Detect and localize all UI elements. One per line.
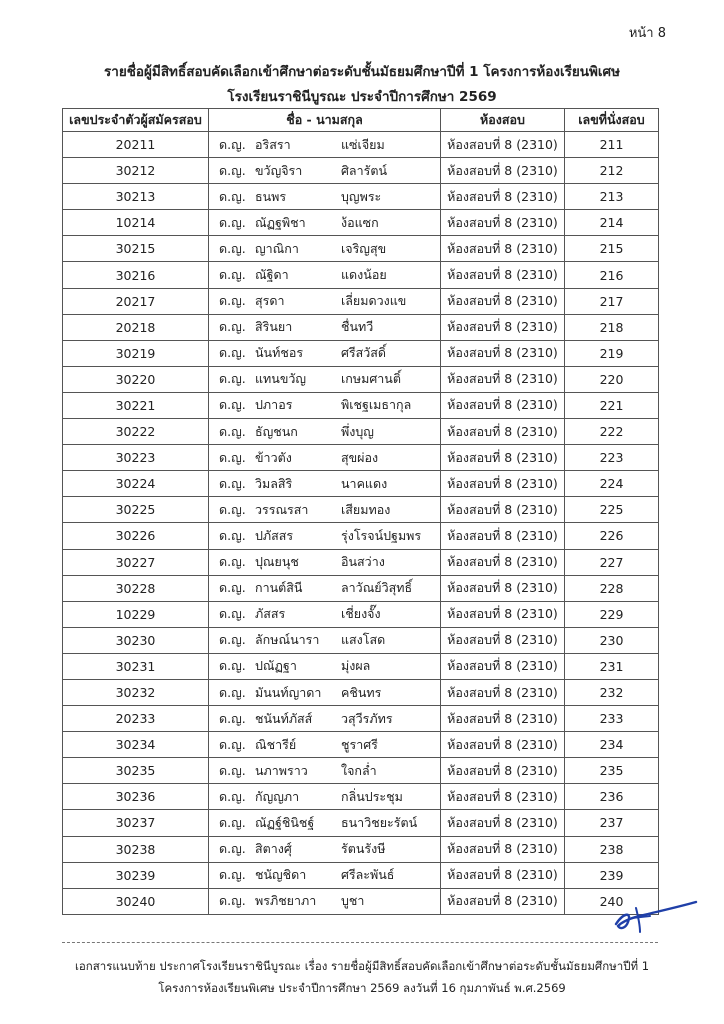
- exam-room: ห้องสอบที่ 8 (2310): [441, 601, 565, 627]
- last-name: ธนาวิชยะรัตน์: [341, 814, 418, 830]
- first-name: ปุณยนุช: [255, 554, 299, 570]
- header-applicant-id: เลขประจำตัวผู้สมัครสอบ: [63, 109, 209, 132]
- seat-number: 229: [565, 601, 659, 627]
- full-name-cell: [209, 392, 441, 418]
- exam-room: ห้องสอบที่ 8 (2310): [441, 523, 565, 549]
- name-prefix: ด.ญ.: [219, 632, 246, 648]
- table-row: [63, 366, 659, 392]
- table-row: [63, 262, 659, 288]
- full-name-cell: [209, 888, 441, 914]
- full-name-cell: [209, 314, 441, 340]
- table-row: [63, 627, 659, 653]
- last-name: รุ่งโรจน์ปฐมพร: [341, 527, 422, 543]
- exam-room: ห้องสอบที่ 8 (2310): [441, 262, 565, 288]
- header-seat-number: เลขที่นั่งสอบ: [565, 109, 659, 132]
- exam-room: ห้องสอบที่ 8 (2310): [441, 210, 565, 236]
- first-name: มันนท์ญาดา: [255, 684, 322, 700]
- seat-number: 218: [565, 314, 659, 340]
- last-name: แสงโสด: [341, 632, 386, 648]
- applicant-id: 20217: [63, 288, 209, 314]
- table-row: [63, 184, 659, 210]
- name-prefix: ด.ญ.: [219, 449, 246, 465]
- exam-room: ห้องสอบที่ 8 (2310): [441, 314, 565, 340]
- exam-room: ห้องสอบที่ 8 (2310): [441, 836, 565, 862]
- name-prefix: ด.ญ.: [219, 319, 246, 335]
- table-row: [63, 575, 659, 601]
- seat-number: 230: [565, 627, 659, 653]
- document-subtitle: โรงเรียนราชินีบูรณะ ประจำปีการศึกษา 2569: [227, 89, 497, 105]
- applicant-id: 30230: [63, 627, 209, 653]
- first-name: ธนพร: [255, 188, 287, 204]
- first-name: วิมลสิริ: [255, 475, 293, 491]
- seat-number: 223: [565, 445, 659, 471]
- applicant-id: 30234: [63, 732, 209, 758]
- seat-number: 220: [565, 366, 659, 392]
- table-row: [63, 653, 659, 679]
- last-name: ใจกล่ำ: [341, 762, 377, 778]
- applicant-id: 30224: [63, 471, 209, 497]
- last-name: บุญพระ: [341, 188, 382, 204]
- seat-number: 235: [565, 758, 659, 784]
- name-prefix: ด.ญ.: [219, 893, 246, 909]
- first-name: แทนขวัญ: [255, 371, 307, 387]
- first-name: วรรณรสา: [255, 501, 309, 517]
- exam-room: ห้องสอบที่ 8 (2310): [441, 549, 565, 575]
- table-row: [63, 758, 659, 784]
- full-name-cell: [209, 549, 441, 575]
- applicant-id: 30212: [63, 158, 209, 184]
- first-name: พรภิชยาภา: [255, 893, 317, 909]
- last-name: สุขผ่อง: [341, 449, 379, 465]
- document-title: รายชื่อผู้มีสิทธิ์สอบคัดเลือกเข้าศึกษาต่อระดับชั้นมัธยมศึกษาปีที่ 1 โครงการห้องเรียนพิเศษ: [104, 64, 620, 80]
- last-name: อินสว่าง: [341, 554, 385, 570]
- full-name-cell: [209, 862, 441, 888]
- name-prefix: ด.ญ.: [219, 814, 246, 830]
- last-name: วสุวีรภัทร: [341, 710, 393, 726]
- full-name-cell: [209, 210, 441, 236]
- full-name-cell: [209, 784, 441, 810]
- first-name: สิตางศุ์: [255, 841, 292, 857]
- last-name: แซ่เจียม: [341, 136, 385, 152]
- applicant-id: 30213: [63, 184, 209, 210]
- name-prefix: ด.ญ.: [219, 841, 246, 857]
- name-prefix: ด.ญ.: [219, 710, 246, 726]
- table-row: [63, 236, 659, 262]
- table-row: [63, 210, 659, 236]
- exam-room: ห้องสอบที่ 8 (2310): [441, 419, 565, 445]
- applicant-id: 30216: [63, 262, 209, 288]
- last-name: เลี่ยมดวงแข: [341, 293, 407, 309]
- seat-number: 239: [565, 862, 659, 888]
- seat-number: 236: [565, 784, 659, 810]
- exam-room: ห้องสอบที่ 8 (2310): [441, 471, 565, 497]
- applicant-id: 30227: [63, 549, 209, 575]
- full-name-cell: [209, 340, 441, 366]
- seat-number: 217: [565, 288, 659, 314]
- applicant-id: 30231: [63, 653, 209, 679]
- name-prefix: ด.ญ.: [219, 188, 246, 204]
- applicant-id: 30239: [63, 862, 209, 888]
- first-name: ณัฏฐพิชา: [255, 214, 306, 230]
- exam-room: ห้องสอบที่ 8 (2310): [441, 653, 565, 679]
- first-name: ข้าวตัง: [255, 449, 292, 465]
- last-name: มุ่งผล: [341, 658, 371, 674]
- first-name: นภาพราว: [255, 762, 308, 778]
- full-name-cell: [209, 132, 441, 158]
- full-name-cell: [209, 236, 441, 262]
- full-name-cell: [209, 653, 441, 679]
- name-prefix: ด.ญ.: [219, 736, 246, 752]
- applicant-id: 30226: [63, 523, 209, 549]
- table-row: [63, 288, 659, 314]
- table-row: [63, 392, 659, 418]
- exam-room: ห้องสอบที่ 8 (2310): [441, 784, 565, 810]
- name-prefix: ด.ญ.: [219, 658, 246, 674]
- exam-room: ห้องสอบที่ 8 (2310): [441, 732, 565, 758]
- seat-number: 233: [565, 706, 659, 732]
- last-name: กลิ่นประชุม: [341, 788, 403, 804]
- first-name: สุรดา: [255, 293, 285, 309]
- seat-number: 215: [565, 236, 659, 262]
- exam-room: ห้องสอบที่ 8 (2310): [441, 627, 565, 653]
- last-name: ลาวัณย์วิสุทธิ์: [341, 580, 413, 596]
- first-name: ชนัญชิดา: [255, 867, 307, 883]
- last-name: เชี่ยงจั๊ง: [341, 606, 381, 622]
- last-name: บูชา: [341, 893, 365, 909]
- first-name: ขวัญจิรา: [255, 162, 303, 178]
- applicant-id: 30221: [63, 392, 209, 418]
- last-name: ศรีละพันธ์: [341, 867, 395, 883]
- seat-number: 227: [565, 549, 659, 575]
- name-prefix: ด.ญ.: [219, 527, 246, 543]
- full-name-cell: [209, 497, 441, 523]
- exam-room: ห้องสอบที่ 8 (2310): [441, 366, 565, 392]
- first-name: ปภาอร: [255, 397, 293, 413]
- exam-room: ห้องสอบที่ 8 (2310): [441, 236, 565, 262]
- first-name: ธัญชนก: [255, 423, 298, 439]
- name-prefix: ด.ญ.: [219, 867, 246, 883]
- exam-room: ห้องสอบที่ 8 (2310): [441, 288, 565, 314]
- applicant-id: 30219: [63, 340, 209, 366]
- table-row: [63, 158, 659, 184]
- table-row: [63, 497, 659, 523]
- first-name: ปภัสสร: [255, 527, 294, 543]
- last-name: ชูราศรี: [341, 736, 378, 752]
- table-row: [63, 706, 659, 732]
- first-name: ญาณิกา: [255, 240, 299, 256]
- page-number: หน้า 8: [628, 26, 666, 41]
- last-name: รัตนรังษี: [341, 841, 386, 857]
- applicant-id: 30223: [63, 445, 209, 471]
- table-row: [63, 549, 659, 575]
- first-name: ลักษณ์นารา: [255, 632, 320, 648]
- applicant-id: 30215: [63, 236, 209, 262]
- last-name: พิเชฐเมธากุล: [341, 397, 412, 413]
- applicant-id: 30238: [63, 836, 209, 862]
- exam-room: ห้องสอบที่ 8 (2310): [441, 445, 565, 471]
- exam-room: ห้องสอบที่ 8 (2310): [441, 888, 565, 914]
- applicant-id: 30225: [63, 497, 209, 523]
- name-prefix: ด.ญ.: [219, 293, 246, 309]
- first-name: ณัฐิดา: [255, 267, 289, 283]
- seat-number: 231: [565, 653, 659, 679]
- last-name: พึ่งบุญ: [341, 423, 374, 439]
- full-name-cell: [209, 732, 441, 758]
- seat-number: 237: [565, 810, 659, 836]
- applicant-id: 10229: [63, 601, 209, 627]
- table-row: [63, 836, 659, 862]
- name-prefix: ด.ญ.: [219, 554, 246, 570]
- first-name: สิรินยา: [255, 319, 293, 335]
- first-name: ปณัฏฐา: [255, 658, 297, 674]
- name-prefix: ด.ญ.: [219, 423, 246, 439]
- full-name-cell: [209, 158, 441, 184]
- name-prefix: ด.ญ.: [219, 580, 246, 596]
- exam-room: ห้องสอบที่ 8 (2310): [441, 575, 565, 601]
- seat-number: 211: [565, 132, 659, 158]
- last-name: ศรีสวัสดิ์: [341, 345, 387, 361]
- table-row: [63, 419, 659, 445]
- last-name: ชื่นทวี: [341, 319, 374, 335]
- full-name-cell: [209, 288, 441, 314]
- last-name: แดงน้อย: [341, 267, 387, 283]
- name-prefix: ด.ญ.: [219, 345, 246, 361]
- applicant-id: 30220: [63, 366, 209, 392]
- applicant-id: 10214: [63, 210, 209, 236]
- name-prefix: ด.ญ.: [219, 762, 246, 778]
- seat-number: 221: [565, 392, 659, 418]
- table-row: [63, 601, 659, 627]
- name-prefix: ด.ญ.: [219, 397, 246, 413]
- first-name: นันท์ชอร: [255, 345, 304, 361]
- seat-number: 238: [565, 836, 659, 862]
- seat-number: 216: [565, 262, 659, 288]
- table-row: [63, 471, 659, 497]
- last-name: ศิลารัตน์: [341, 162, 387, 178]
- applicant-id: 30232: [63, 679, 209, 705]
- table-row: [63, 732, 659, 758]
- applicant-id: 20211: [63, 132, 209, 158]
- exam-room: ห้องสอบที่ 8 (2310): [441, 132, 565, 158]
- name-prefix: ด.ญ.: [219, 501, 246, 517]
- seat-number: 212: [565, 158, 659, 184]
- table-row: [63, 679, 659, 705]
- first-name: ณัฏฐ์ชินิชฐ์: [255, 814, 315, 830]
- exam-room: ห้องสอบที่ 8 (2310): [441, 706, 565, 732]
- full-name-cell: [209, 366, 441, 392]
- name-prefix: ด.ญ.: [219, 214, 246, 230]
- full-name-cell: [209, 758, 441, 784]
- full-name-cell: [209, 601, 441, 627]
- exam-room: ห้องสอบที่ 8 (2310): [441, 340, 565, 366]
- first-name: กานต์สินี: [255, 580, 303, 596]
- first-name: ภัสสร: [255, 606, 286, 622]
- full-name-cell: [209, 679, 441, 705]
- full-name-cell: [209, 836, 441, 862]
- full-name-cell: [209, 706, 441, 732]
- applicant-id: 30237: [63, 810, 209, 836]
- header-exam-room: ห้องสอบ: [441, 109, 565, 132]
- last-name: เสียมทอง: [341, 501, 391, 517]
- last-name: คชินทร: [341, 684, 382, 700]
- seat-number: 222: [565, 419, 659, 445]
- full-name-cell: [209, 419, 441, 445]
- name-prefix: ด.ญ.: [219, 684, 246, 700]
- applicant-id: 30236: [63, 784, 209, 810]
- applicant-id: 30235: [63, 758, 209, 784]
- header-full-name: ชื่อ - นามสกุล: [209, 109, 441, 132]
- table-row: [63, 445, 659, 471]
- name-prefix: ด.ญ.: [219, 475, 246, 491]
- first-name: ชนันท์ภัสส์: [255, 710, 313, 726]
- full-name-cell: [209, 575, 441, 601]
- exam-room: ห้องสอบที่ 8 (2310): [441, 810, 565, 836]
- applicant-id: 20233: [63, 706, 209, 732]
- seat-number: 224: [565, 471, 659, 497]
- name-prefix: ด.ญ.: [219, 267, 246, 283]
- table-header-row: [63, 109, 659, 132]
- table-row: [63, 132, 659, 158]
- table-row: [63, 340, 659, 366]
- seat-number: 225: [565, 497, 659, 523]
- seat-number: 232: [565, 679, 659, 705]
- exam-room: ห้องสอบที่ 8 (2310): [441, 392, 565, 418]
- signature-mark: [610, 898, 700, 938]
- name-prefix: ด.ญ.: [219, 136, 246, 152]
- full-name-cell: [209, 471, 441, 497]
- seat-number: 234: [565, 732, 659, 758]
- full-name-cell: [209, 262, 441, 288]
- applicant-id: 30240: [63, 888, 209, 914]
- name-prefix: ด.ญ.: [219, 788, 246, 804]
- full-name-cell: [209, 184, 441, 210]
- full-name-cell: [209, 810, 441, 836]
- table-row: [63, 862, 659, 888]
- seat-number: 213: [565, 184, 659, 210]
- last-name: เจริญสุข: [341, 240, 387, 256]
- table-row: [63, 523, 659, 549]
- footer-note-line2: โครงการห้องเรียนพิเศษ ประจำปีการศึกษา 2569 ลงวันที่ 16 กุมภาพันธ์ พ.ศ.2569: [158, 981, 566, 995]
- name-prefix: ด.ญ.: [219, 162, 246, 178]
- footer-divider: [62, 942, 658, 943]
- full-name-cell: [209, 523, 441, 549]
- full-name-cell: [209, 627, 441, 653]
- seat-number: 240: [565, 888, 659, 914]
- exam-room: ห้องสอบที่ 8 (2310): [441, 862, 565, 888]
- candidate-table: [62, 108, 659, 915]
- seat-number: 214: [565, 210, 659, 236]
- last-name: นาคแดง: [341, 475, 388, 491]
- applicant-id: 20218: [63, 314, 209, 340]
- last-name: ง้อแซก: [341, 214, 379, 230]
- first-name: อริสรา: [255, 136, 291, 152]
- first-name: ณิชารีย์: [255, 736, 297, 752]
- exam-room: ห้องสอบที่ 8 (2310): [441, 184, 565, 210]
- name-prefix: ด.ญ.: [219, 240, 246, 256]
- first-name: กัญญภา: [255, 788, 300, 804]
- applicant-id: 30222: [63, 419, 209, 445]
- table-row: [63, 888, 659, 914]
- name-prefix: ด.ญ.: [219, 606, 246, 622]
- footer-note-line1: เอกสารแนบท้าย ประกาศโรงเรียนราชินีบูรณะ เรื่อง รายชื่อผู้มีสิทธิ์สอบคัดเลือกเข้าศึกษาต่อระดับชั้นมัธยมศึกษาปีที่ 1: [74, 959, 650, 973]
- table-row: [63, 810, 659, 836]
- exam-room: ห้องสอบที่ 8 (2310): [441, 158, 565, 184]
- table-row: [63, 314, 659, 340]
- seat-number: 219: [565, 340, 659, 366]
- exam-room: ห้องสอบที่ 8 (2310): [441, 679, 565, 705]
- applicant-id: 30228: [63, 575, 209, 601]
- table-row: [63, 784, 659, 810]
- seat-number: 226: [565, 523, 659, 549]
- exam-room: ห้องสอบที่ 8 (2310): [441, 497, 565, 523]
- last-name: เกษมศานติ์: [341, 371, 401, 387]
- exam-room: ห้องสอบที่ 8 (2310): [441, 758, 565, 784]
- full-name-cell: [209, 445, 441, 471]
- seat-number: 228: [565, 575, 659, 601]
- name-prefix: ด.ญ.: [219, 371, 246, 387]
